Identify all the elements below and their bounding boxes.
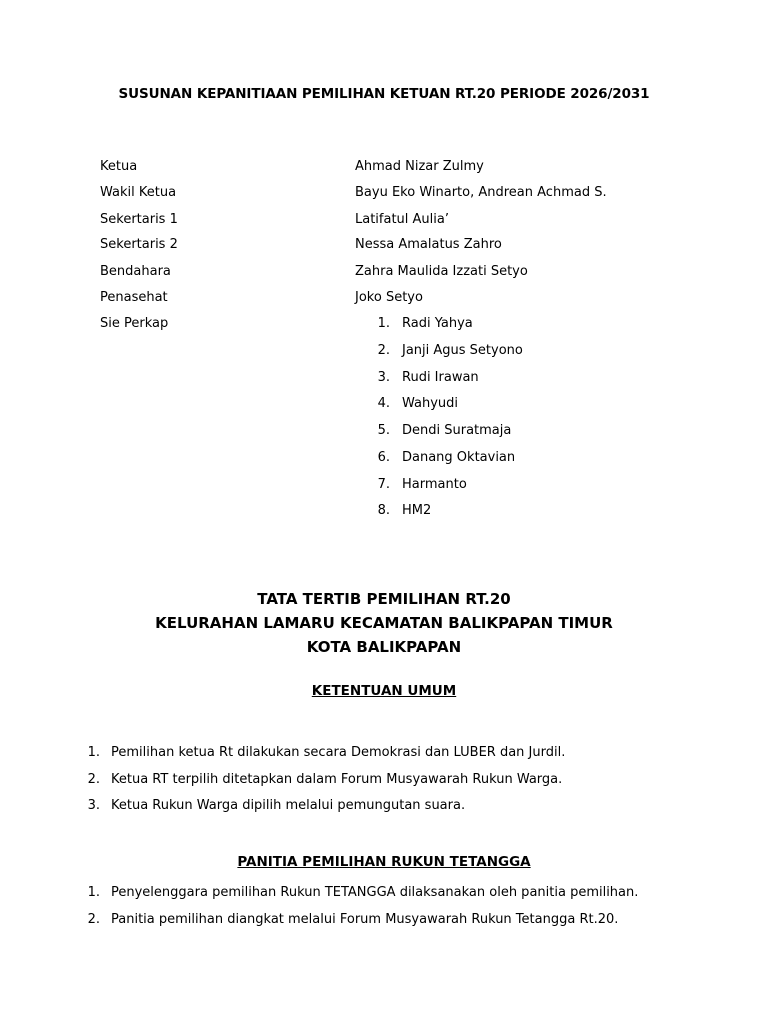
perkap-member bbox=[0, 396, 768, 416]
item-text: Pemilihan ketua Rt dilakukan secara Demokrasi dan LUBER dan Jurdil. bbox=[111, 745, 566, 760]
ketentuan-umum-item bbox=[0, 772, 768, 792]
panitia-item bbox=[0, 885, 768, 905]
committee-name: Nessa Amalatus Zahro bbox=[355, 237, 502, 252]
panitia-item bbox=[0, 912, 768, 932]
committee-row bbox=[0, 290, 768, 310]
committee-row bbox=[0, 159, 768, 179]
item-number: 2. bbox=[87, 912, 100, 927]
tata-tertib-heading-line2: KELURAHAN LAMARU KECAMATAN BALIKPAPAN TIMUR bbox=[155, 614, 613, 632]
panitia-heading: PANITIA PEMILIHAN RUKUN TETANGGA bbox=[237, 854, 531, 870]
committee-role: Sekertaris 1 bbox=[100, 212, 178, 227]
perkap-name: Wahyudi bbox=[402, 396, 459, 411]
perkap-number: 5. bbox=[377, 423, 390, 438]
perkap-member bbox=[0, 450, 768, 470]
item-number: 1. bbox=[87, 885, 100, 900]
perkap-name: Dendi Suratmaja bbox=[402, 423, 512, 438]
committee-row bbox=[0, 237, 768, 257]
perkap-number: 1. bbox=[377, 316, 390, 331]
item-text: Panitia pemilihan diangkat melalui Forum Musyawarah Rukun Tetangga Rt.20. bbox=[111, 912, 619, 927]
committee-name: Ahmad Nizar Zulmy bbox=[355, 159, 484, 174]
perkap-name: Danang Oktavian bbox=[402, 450, 516, 465]
ketentuan-umum-item bbox=[0, 745, 768, 765]
committee-role: Sie Perkap bbox=[100, 316, 169, 331]
item-text: Ketua RT terpilih ditetapkan dalam Forum Musyawarah Rukun Warga. bbox=[111, 772, 563, 787]
perkap-name: Radi Yahya bbox=[402, 316, 473, 331]
committee-name: Joko Setyo bbox=[355, 290, 423, 305]
tata-tertib-heading-line1: TATA TERTIB PEMILIHAN RT.20 bbox=[257, 590, 511, 608]
ketentuan-umum-item bbox=[0, 798, 768, 818]
tata-tertib-heading-line3: KOTA BALIKPAPAN bbox=[306, 638, 462, 656]
perkap-member bbox=[0, 477, 768, 497]
perkap-name: Harmanto bbox=[402, 477, 467, 492]
perkap-number: 2. bbox=[377, 343, 390, 358]
perkap-member bbox=[0, 423, 768, 443]
perkap-number: 7. bbox=[377, 477, 390, 492]
committee-role: Penasehat bbox=[100, 290, 168, 305]
committee-role: Bendahara bbox=[100, 264, 171, 279]
committee-name: Zahra Maulida Izzati Setyo bbox=[355, 264, 528, 279]
committee-role: Sekertaris 2 bbox=[100, 237, 178, 252]
item-number: 3. bbox=[87, 798, 100, 813]
item-text: Ketua Rukun Warga dipilih melalui pemungutan suara. bbox=[111, 798, 466, 813]
committee-row bbox=[0, 212, 768, 232]
perkap-name: Janji Agus Setyono bbox=[402, 343, 523, 358]
perkap-number: 3. bbox=[377, 370, 390, 385]
item-text: Penyelenggara pemilihan Rukun TETANGGA dilaksanakan oleh panitia pemilihan. bbox=[111, 885, 639, 900]
document-title: SUSUNAN KEPANITIAAN PEMILIHAN KETUAN RT.20 PERIODE 2026/2031 bbox=[118, 86, 650, 102]
perkap-member bbox=[0, 316, 768, 336]
item-number: 2. bbox=[87, 772, 100, 787]
perkap-number: 8. bbox=[377, 503, 390, 518]
perkap-number: 6. bbox=[377, 450, 390, 465]
committee-name: Latifatul Aulia’ bbox=[355, 212, 449, 227]
perkap-member bbox=[0, 370, 768, 390]
ketentuan-umum-heading: KETENTUAN UMUM bbox=[311, 683, 457, 699]
committee-role: Wakil Ketua bbox=[100, 185, 177, 200]
perkap-name: HM2 bbox=[402, 503, 432, 518]
perkap-name: Rudi Irawan bbox=[402, 370, 479, 385]
perkap-number: 4. bbox=[377, 396, 390, 411]
item-number: 1. bbox=[87, 745, 100, 760]
committee-name: Bayu Eko Winarto, Andrean Achmad S. bbox=[355, 185, 607, 200]
committee-role: Ketua bbox=[100, 159, 138, 174]
perkap-member bbox=[0, 503, 768, 523]
committee-row bbox=[0, 185, 768, 205]
perkap-member bbox=[0, 343, 768, 363]
committee-row bbox=[0, 264, 768, 284]
